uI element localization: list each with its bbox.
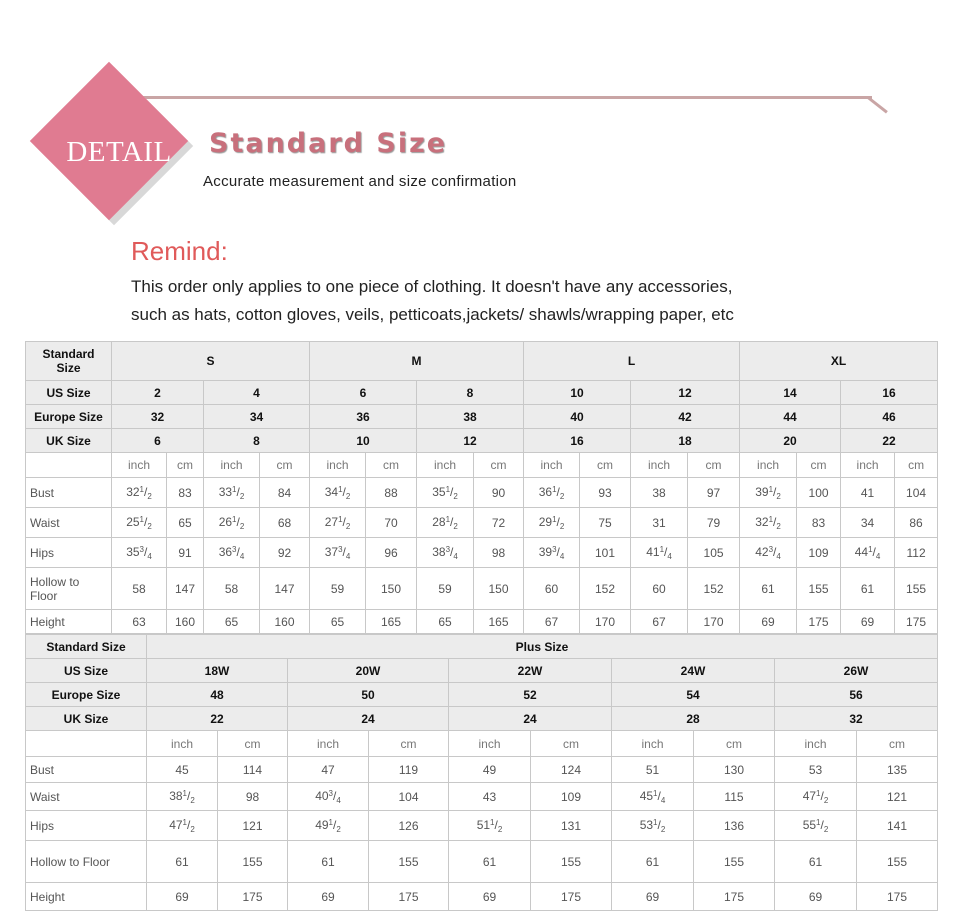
table-row <box>26 783 938 811</box>
table-row <box>26 508 938 538</box>
plus-uk-size-cell: 24 <box>449 707 612 731</box>
unit-inch-label: inch <box>775 731 857 757</box>
us-size-cell: 10 <box>524 381 631 405</box>
unit-cm-label: cm <box>167 453 204 478</box>
unit-cm-label: cm <box>366 453 417 478</box>
measurement-value: 115 <box>694 783 775 811</box>
unit-cm-label: cm <box>260 453 310 478</box>
us-size-cell: 4 <box>204 381 310 405</box>
measurement-value: 69 <box>775 883 857 911</box>
plus-us-size-cell: 22W <box>449 659 612 683</box>
measurement-value: $45^1/_4$ <box>612 783 694 811</box>
measurement-value: 61 <box>288 841 369 883</box>
table-row <box>26 635 938 659</box>
unit-cm-label: cm <box>369 731 449 757</box>
plus-size-group: Plus Size <box>147 635 938 659</box>
europe-size-cell: 34 <box>204 405 310 429</box>
unit-cm-label: cm <box>580 453 631 478</box>
measurement-value: 60 <box>524 568 580 610</box>
measurement-value: $35^3/_4$ <box>112 538 167 568</box>
measurement-value: 165 <box>474 610 524 634</box>
measurement-value: $38^3/_4$ <box>417 538 474 568</box>
measurement-value: $51^1/_2$ <box>449 811 531 841</box>
plus-europe-size-label: Europe Size <box>26 683 147 707</box>
unit-cm-label: cm <box>688 453 740 478</box>
plus-size-table <box>25 634 938 911</box>
measurement-value: 155 <box>895 568 938 610</box>
measurement-value: 96 <box>366 538 417 568</box>
unit-inch-label: inch <box>524 453 580 478</box>
table-row <box>26 883 938 911</box>
units-row-blank <box>26 453 112 478</box>
size-group-xl: XL <box>740 342 938 381</box>
measurement-value: 45 <box>147 757 218 783</box>
measurement-value: 160 <box>167 610 204 634</box>
table-row <box>26 707 938 731</box>
detail-badge-label: DETAIL <box>66 136 172 168</box>
us-size-cell: 6 <box>310 381 417 405</box>
measurement-value: $33^1/_2$ <box>204 478 260 508</box>
measurement-value: 88 <box>366 478 417 508</box>
europe-size-label: Europe Size <box>26 405 112 429</box>
table-row <box>26 538 938 568</box>
unit-cm-label: cm <box>531 731 612 757</box>
measurement-value: 92 <box>260 538 310 568</box>
unit-cm-label: cm <box>694 731 775 757</box>
unit-inch-label: inch <box>310 453 366 478</box>
uk-size-cell: 12 <box>417 429 524 453</box>
plus-uk-size-cell: 24 <box>288 707 449 731</box>
us-size-cell: 12 <box>631 381 740 405</box>
measurement-value: 90 <box>474 478 524 508</box>
measurement-value: 150 <box>366 568 417 610</box>
table-row <box>26 568 938 610</box>
remind-text-line-1: This order only applies to one piece of clothing. It doesn't have any accessories, <box>131 277 733 296</box>
measurement-value: 34 <box>841 508 895 538</box>
plus-europe-size-cell: 54 <box>612 683 775 707</box>
measurement-value: 175 <box>857 883 938 911</box>
table-row <box>26 429 938 453</box>
measurement-value: 65 <box>204 610 260 634</box>
measurement-value: 65 <box>417 610 474 634</box>
europe-size-cell: 32 <box>112 405 204 429</box>
measurement-value: 105 <box>688 538 740 568</box>
measurement-value: 79 <box>688 508 740 538</box>
measurement-value: $47^1/_2$ <box>775 783 857 811</box>
measurement-value: 155 <box>694 841 775 883</box>
unit-cm-label: cm <box>474 453 524 478</box>
measurement-value: 121 <box>218 811 288 841</box>
remind-title: Remind: <box>131 236 228 266</box>
measurement-value: 135 <box>857 757 938 783</box>
unit-inch-label: inch <box>288 731 369 757</box>
size-group-m: M <box>310 342 524 381</box>
standard-size-table <box>25 341 938 634</box>
measurement-value: $55^1/_2$ <box>775 811 857 841</box>
unit-inch-label: inch <box>204 453 260 478</box>
measurement-value: 175 <box>369 883 449 911</box>
us-size-label: US Size <box>26 381 112 405</box>
measurement-label: Hips <box>26 811 147 841</box>
measurement-label: Bust <box>26 478 112 508</box>
measurement-value: 59 <box>417 568 474 610</box>
measurement-value: 83 <box>167 478 204 508</box>
unit-inch-label: inch <box>841 453 895 478</box>
measurement-value: 58 <box>112 568 167 610</box>
measurement-value: 69 <box>449 883 531 911</box>
measurement-value: $42^3/_4$ <box>740 538 797 568</box>
measurement-value: $39^1/_2$ <box>740 478 797 508</box>
table-row <box>26 342 938 381</box>
unit-inch-label: inch <box>147 731 218 757</box>
table-row <box>26 811 938 841</box>
measurement-value: 155 <box>857 841 938 883</box>
measurement-value: 70 <box>366 508 417 538</box>
measurement-value: 124 <box>531 757 612 783</box>
page-subtitle: Accurate measurement and size confirmation <box>203 173 517 190</box>
measurement-value: 152 <box>580 568 631 610</box>
measurement-value: 104 <box>895 478 938 508</box>
measurement-value: 60 <box>631 568 688 610</box>
measurement-value: 165 <box>366 610 417 634</box>
page-title: Standard Size <box>209 128 448 159</box>
measurement-value: 69 <box>612 883 694 911</box>
measurement-value: 101 <box>580 538 631 568</box>
unit-cm-label: cm <box>797 453 841 478</box>
measurement-value: 43 <box>449 783 531 811</box>
measurement-value: 112 <box>895 538 938 568</box>
measurement-value: 51 <box>612 757 694 783</box>
plus-europe-size-cell: 48 <box>147 683 288 707</box>
measurement-value: 75 <box>580 508 631 538</box>
units-row <box>26 453 938 478</box>
header-divider-line <box>140 96 872 99</box>
table-row <box>26 478 938 508</box>
measurement-value: 84 <box>260 478 310 508</box>
measurement-value: 155 <box>218 841 288 883</box>
measurement-value: $49^1/_2$ <box>288 811 369 841</box>
measurement-value: 155 <box>369 841 449 883</box>
table-row <box>26 841 938 883</box>
measurement-value: $53^1/_2$ <box>612 811 694 841</box>
measurement-value: 91 <box>167 538 204 568</box>
unit-inch-label: inch <box>112 453 167 478</box>
europe-size-cell: 36 <box>310 405 417 429</box>
measurement-label: Height <box>26 610 112 634</box>
unit-inch-label: inch <box>417 453 474 478</box>
uk-size-cell: 16 <box>524 429 631 453</box>
measurement-value: $40^3/_4$ <box>288 783 369 811</box>
measurement-value: 130 <box>694 757 775 783</box>
measurement-value: $32^1/_2$ <box>112 478 167 508</box>
measurement-label: Waist <box>26 508 112 538</box>
units-row-blank <box>26 731 147 757</box>
measurement-value: 41 <box>841 478 895 508</box>
measurement-value: 155 <box>797 568 841 610</box>
measurement-value: 141 <box>857 811 938 841</box>
table-row <box>26 610 938 634</box>
measurement-value: $35^1/_2$ <box>417 478 474 508</box>
measurement-value: 61 <box>612 841 694 883</box>
measurement-value: 93 <box>580 478 631 508</box>
measurement-value: $36^1/_2$ <box>524 478 580 508</box>
plus-europe-size-cell: 56 <box>775 683 938 707</box>
remind-text-line-2: such as hats, cotton gloves, veils, petticoats,jackets/ shawls/wrapping paper, etc <box>131 305 734 324</box>
measurement-value: 47 <box>288 757 369 783</box>
us-size-cell: 8 <box>417 381 524 405</box>
us-size-cell: 2 <box>112 381 204 405</box>
measurement-value: 155 <box>531 841 612 883</box>
us-size-cell: 14 <box>740 381 841 405</box>
measurement-value: $44^1/_4$ <box>841 538 895 568</box>
unit-inch-label: inch <box>449 731 531 757</box>
measurement-value: 136 <box>694 811 775 841</box>
plus-uk-size-cell: 22 <box>147 707 288 731</box>
measurement-value: 175 <box>694 883 775 911</box>
plus-us-size-cell: 26W <box>775 659 938 683</box>
size-group-l: L <box>524 342 740 381</box>
table-row <box>26 757 938 783</box>
measurement-value: 38 <box>631 478 688 508</box>
measurement-value: 69 <box>288 883 369 911</box>
measurement-label: Hollow to Floor <box>26 841 147 883</box>
measurement-label: Bust <box>26 757 147 783</box>
measurement-value: $34^1/_2$ <box>310 478 366 508</box>
measurement-value: 109 <box>531 783 612 811</box>
measurement-value: 69 <box>841 610 895 634</box>
measurement-value: 126 <box>369 811 449 841</box>
unit-inch-label: inch <box>612 731 694 757</box>
measurement-value: 175 <box>797 610 841 634</box>
measurement-value: $27^1/_2$ <box>310 508 366 538</box>
uk-size-cell: 20 <box>740 429 841 453</box>
plus-us-size-label: US Size <box>26 659 147 683</box>
measurement-value: 69 <box>147 883 218 911</box>
europe-size-cell: 42 <box>631 405 740 429</box>
europe-size-cell: 38 <box>417 405 524 429</box>
table-row <box>26 405 938 429</box>
plus-us-size-cell: 18W <box>147 659 288 683</box>
measurement-value: 59 <box>310 568 366 610</box>
measurement-label: Hollow to Floor <box>26 568 112 610</box>
measurement-value: 67 <box>524 610 580 634</box>
uk-size-label: UK Size <box>26 429 112 453</box>
measurement-value: $32^1/_2$ <box>740 508 797 538</box>
units-row <box>26 731 938 757</box>
table-row <box>26 659 938 683</box>
measurement-value: 175 <box>218 883 288 911</box>
size-group-s: S <box>112 342 310 381</box>
measurement-value: $37^3/_4$ <box>310 538 366 568</box>
measurement-value: $36^3/_4$ <box>204 538 260 568</box>
measurement-value: $41^1/_4$ <box>631 538 688 568</box>
header-divider-end <box>867 96 888 113</box>
measurement-value: $38^1/_2$ <box>147 783 218 811</box>
measurement-value: 49 <box>449 757 531 783</box>
measurement-value: 65 <box>167 508 204 538</box>
measurement-value: 175 <box>895 610 938 634</box>
uk-size-cell: 22 <box>841 429 938 453</box>
measurement-value: 58 <box>204 568 260 610</box>
unit-inch-label: inch <box>631 453 688 478</box>
measurement-value: $28^1/_2$ <box>417 508 474 538</box>
table-row <box>26 381 938 405</box>
measurement-value: 86 <box>895 508 938 538</box>
measurement-value: 150 <box>474 568 524 610</box>
measurement-value: 109 <box>797 538 841 568</box>
unit-inch-label: inch <box>740 453 797 478</box>
measurement-value: 68 <box>260 508 310 538</box>
uk-size-cell: 6 <box>112 429 204 453</box>
measurement-value: 175 <box>531 883 612 911</box>
measurement-value: $47^1/_2$ <box>147 811 218 841</box>
europe-size-cell: 46 <box>841 405 938 429</box>
uk-size-cell: 18 <box>631 429 740 453</box>
measurement-value: 97 <box>688 478 740 508</box>
plus-europe-size-cell: 52 <box>449 683 612 707</box>
unit-cm-label: cm <box>857 731 938 757</box>
measurement-value: 61 <box>449 841 531 883</box>
measurement-label: Hips <box>26 538 112 568</box>
measurement-label: Height <box>26 883 147 911</box>
plus-standard-size-label: Standard Size <box>26 635 147 659</box>
measurement-value: 104 <box>369 783 449 811</box>
measurement-value: $29^1/_2$ <box>524 508 580 538</box>
europe-size-cell: 44 <box>740 405 841 429</box>
measurement-value: 63 <box>112 610 167 634</box>
measurement-value: $25^1/_2$ <box>112 508 167 538</box>
measurement-value: 160 <box>260 610 310 634</box>
measurement-value: 131 <box>531 811 612 841</box>
measurement-value: 121 <box>857 783 938 811</box>
measurement-label: Waist <box>26 783 147 811</box>
standard-size-label: Standard Size <box>26 342 112 381</box>
plus-us-size-cell: 20W <box>288 659 449 683</box>
measurement-value: 65 <box>310 610 366 634</box>
measurement-value: 31 <box>631 508 688 538</box>
plus-europe-size-cell: 50 <box>288 683 449 707</box>
europe-size-cell: 40 <box>524 405 631 429</box>
us-size-cell: 16 <box>841 381 938 405</box>
measurement-value: 152 <box>688 568 740 610</box>
measurement-value: 53 <box>775 757 857 783</box>
unit-cm-label: cm <box>218 731 288 757</box>
measurement-value: 98 <box>218 783 288 811</box>
measurement-value: 67 <box>631 610 688 634</box>
measurement-value: 170 <box>580 610 631 634</box>
measurement-value: 170 <box>688 610 740 634</box>
measurement-value: $26^1/_2$ <box>204 508 260 538</box>
measurement-value: 83 <box>797 508 841 538</box>
measurement-value: 147 <box>167 568 204 610</box>
uk-size-cell: 10 <box>310 429 417 453</box>
measurement-value: 114 <box>218 757 288 783</box>
measurement-value: 147 <box>260 568 310 610</box>
plus-uk-size-cell: 32 <box>775 707 938 731</box>
plus-uk-size-cell: 28 <box>612 707 775 731</box>
measurement-value: $39^3/_4$ <box>524 538 580 568</box>
measurement-value: 98 <box>474 538 524 568</box>
measurement-value: 61 <box>740 568 797 610</box>
measurement-value: 61 <box>775 841 857 883</box>
measurement-value: 119 <box>369 757 449 783</box>
uk-size-cell: 8 <box>204 429 310 453</box>
measurement-value: 69 <box>740 610 797 634</box>
plus-uk-size-label: UK Size <box>26 707 147 731</box>
measurement-value: 61 <box>841 568 895 610</box>
measurement-value: 100 <box>797 478 841 508</box>
unit-cm-label: cm <box>895 453 938 478</box>
table-row <box>26 683 938 707</box>
measurement-value: 72 <box>474 508 524 538</box>
measurement-value: 61 <box>147 841 218 883</box>
plus-us-size-cell: 24W <box>612 659 775 683</box>
